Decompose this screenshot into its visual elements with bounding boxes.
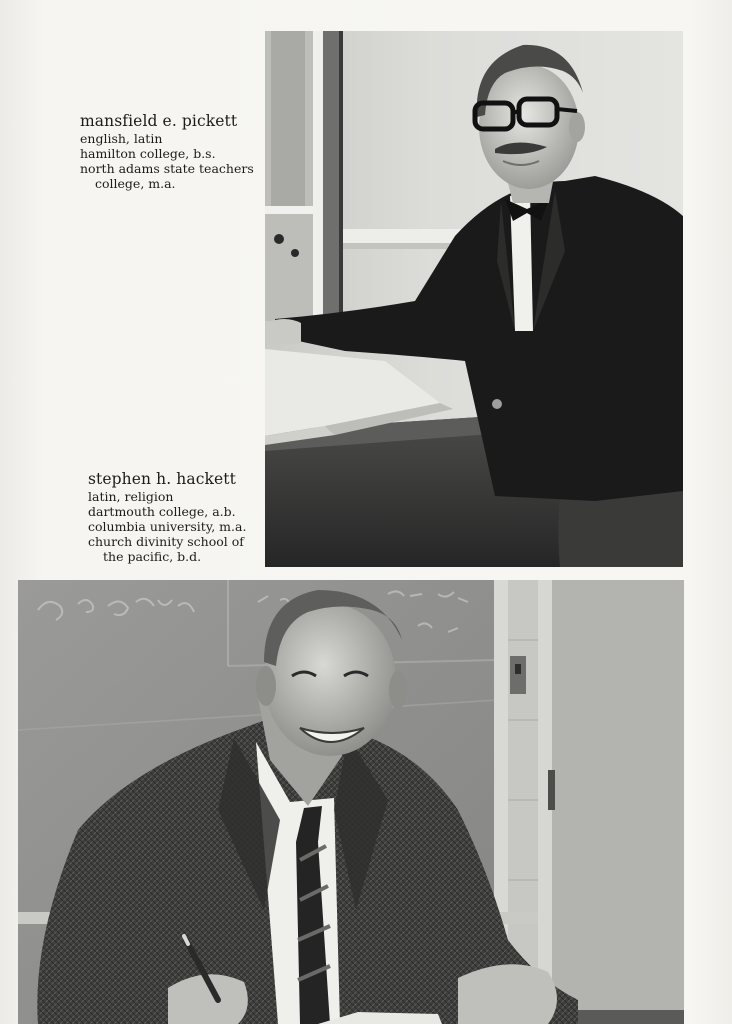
degree-line-continued: the pacific, b.d. — [103, 549, 202, 564]
faculty-name: stephen h. hackett — [88, 470, 236, 488]
portrait-illustration-hackett — [18, 580, 684, 1024]
degree-line: hamilton college, b.s. — [80, 146, 216, 161]
photo-pickett — [265, 31, 683, 567]
degree-line: dartmouth college, a.b. — [88, 504, 236, 519]
photo-hackett — [18, 580, 684, 1024]
caption-hackett — [88, 469, 246, 564]
caption-pickett — [80, 111, 254, 191]
degree-line: columbia university, m.a. — [88, 519, 247, 534]
degree-line: north adams state teachers — [80, 161, 254, 176]
portrait-illustration-pickett — [265, 31, 683, 567]
faculty-name: mansfield e. pickett — [80, 112, 238, 130]
subjects-line: english, latin — [80, 131, 163, 146]
subjects-line: latin, religion — [88, 489, 174, 504]
degree-line: church divinity school of — [88, 534, 244, 549]
degree-line-continued: college, m.a. — [95, 176, 176, 191]
